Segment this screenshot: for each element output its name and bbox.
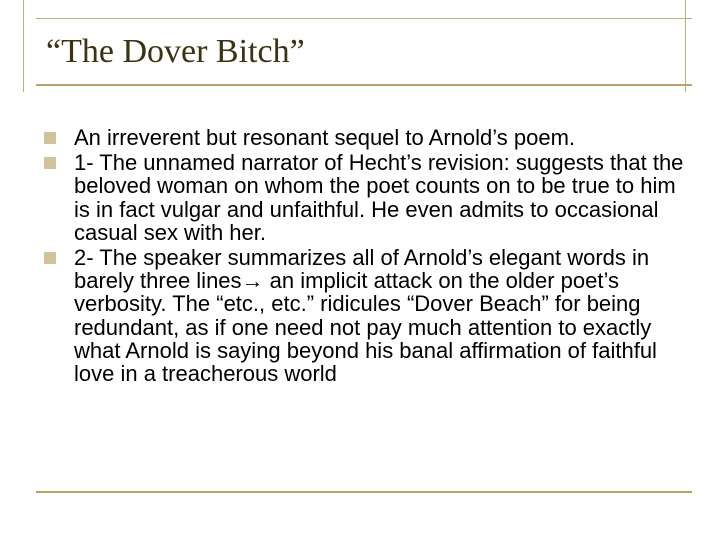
footer-divider-rule <box>36 491 692 493</box>
left-decorative-rule <box>23 0 24 92</box>
bullet-item <box>44 151 694 244</box>
bullet-item <box>44 246 694 385</box>
square-bullet-icon <box>44 132 56 144</box>
square-bullet-icon <box>44 157 56 169</box>
bullet-text: 2- The speaker summarizes all of Arnold’s elegant words in barely three lines→ an implicit attack on the older poet’s verbosity. The “etc., etc.” ridicules “Dover Beach” for being redundant, as if one need not pay much attention to exactly what Arnold is saying beyond his banal affirmation of faithful love in a treacherous world <box>74 245 657 387</box>
title-divider-rule <box>36 84 692 86</box>
bullet-text: 1- The unnamed narrator of Hecht’s revision: suggests that the beloved woman on whom the poet counts on to be true to him is in fact vulgar and unfaithful. He even admits to occasional casual sex with her. <box>74 150 684 245</box>
square-bullet-icon <box>44 252 56 264</box>
bullet-text: An irreverent but resonant sequel to Arnold’s poem. <box>74 125 576 150</box>
bullet-list <box>44 126 694 387</box>
right-decorative-rule <box>685 0 686 92</box>
bullet-item <box>44 126 694 149</box>
slide-title: “The Dover Bitch” <box>46 33 305 70</box>
top-decorative-rule <box>36 18 692 19</box>
